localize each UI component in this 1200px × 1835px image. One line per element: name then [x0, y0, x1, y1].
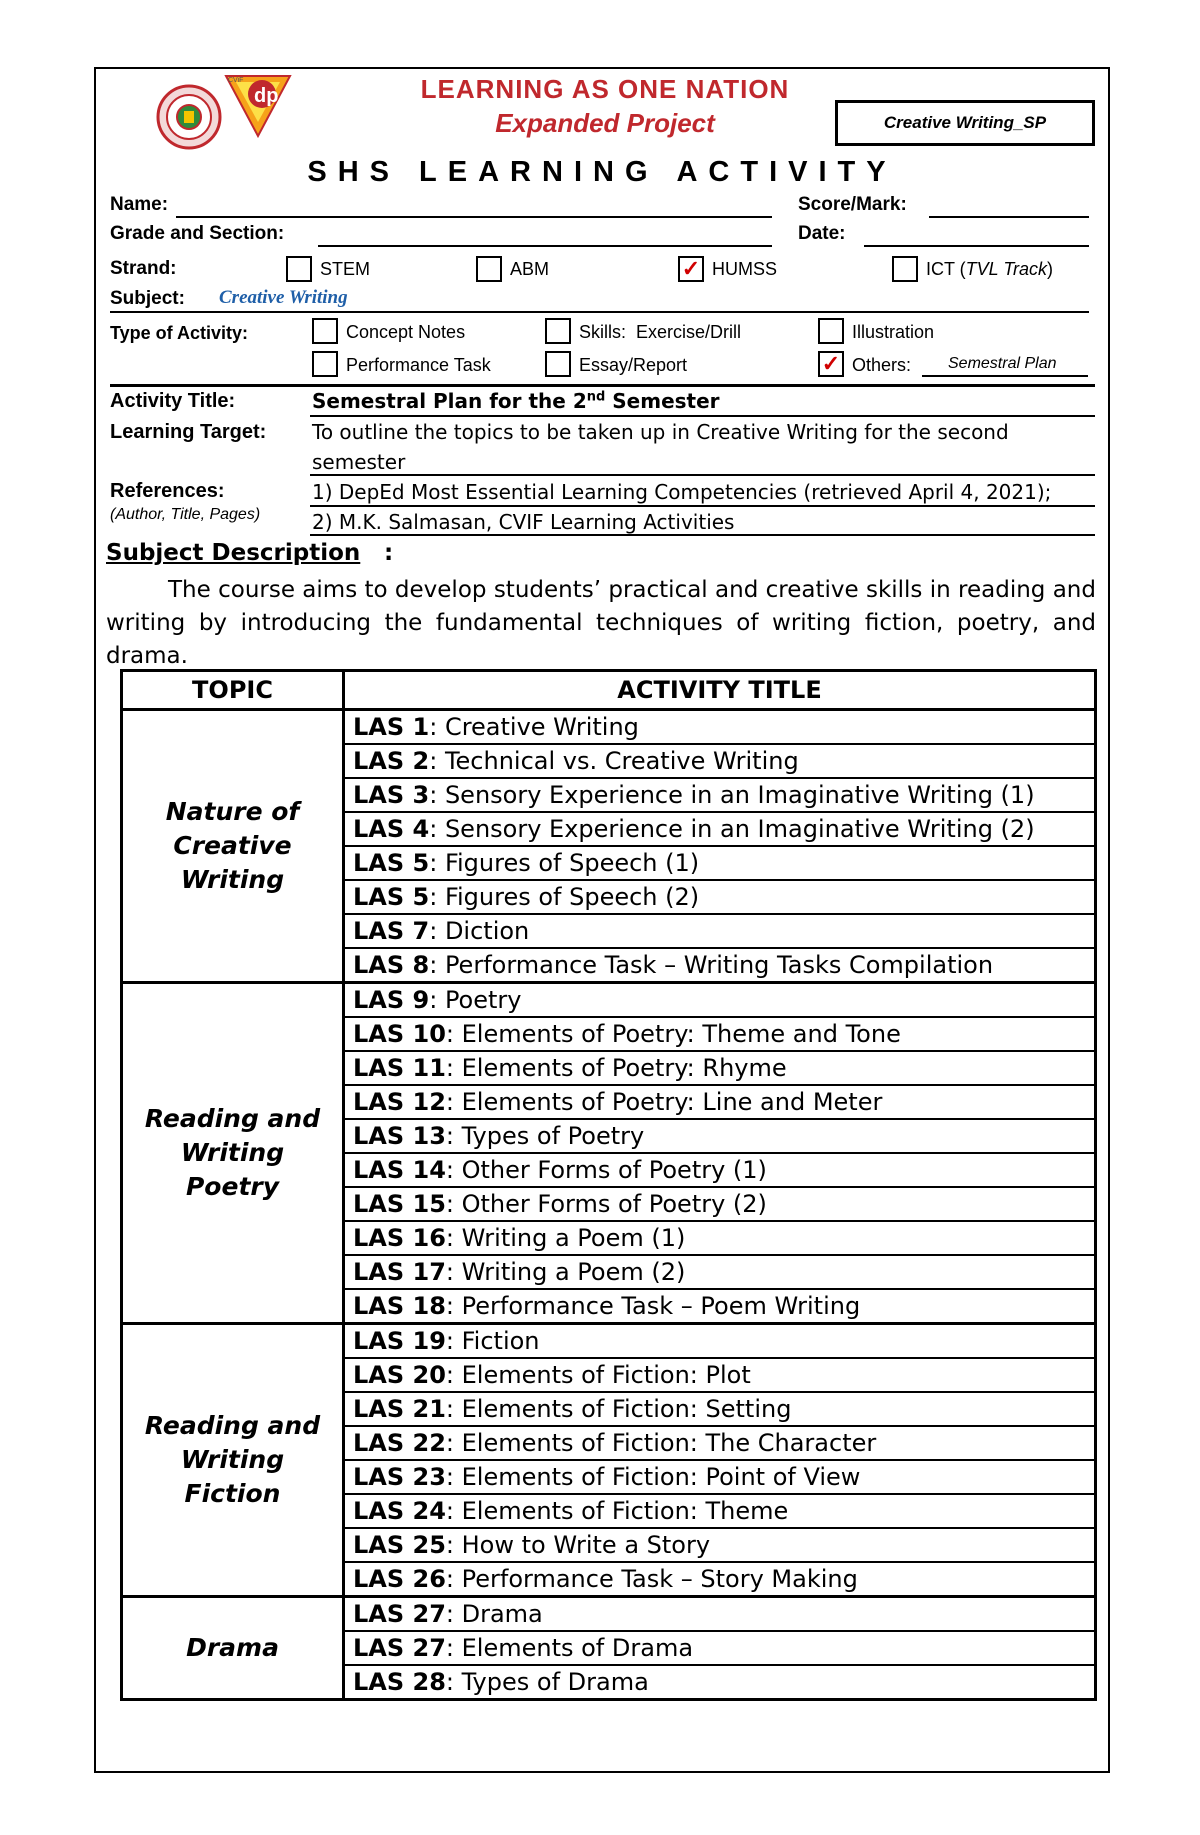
activity-title: Elements of Drama: [461, 1634, 694, 1662]
concept-notes-checkbox[interactable]: [312, 318, 338, 344]
strand-humss-label: HUMSS: [712, 259, 778, 279]
activity-title: Performance Task – Story Making: [461, 1565, 858, 1593]
las-code: LAS 13: [353, 1122, 446, 1150]
learning-target-line1: To outline the topics to be taken up in Creative Writing for the second: [312, 420, 1009, 444]
check-icon: ✓: [821, 351, 841, 376]
activity-cell: LAS 27: Drama: [344, 1597, 1096, 1632]
activity-title-value: Semestral Plan for the 2nd Semester: [312, 389, 720, 413]
activity-type-label: Type of Activity:: [110, 323, 249, 343]
las-code: LAS 15: [353, 1190, 446, 1218]
activity-title: Types of Poetry: [461, 1122, 645, 1150]
activity-cell: LAS 14: Other Forms of Poetry (1): [344, 1153, 1096, 1187]
reference-2-rule: [310, 534, 1095, 536]
activity-title: Poetry: [444, 986, 522, 1014]
activity-cell: LAS 25: How to Write a Story: [344, 1528, 1096, 1562]
learning-target-label: Learning Target:: [110, 421, 267, 443]
grade-field[interactable]: [318, 245, 772, 247]
las-code: LAS 26: [353, 1565, 446, 1593]
grade-label: Grade and Section:: [110, 223, 285, 244]
topic-cell: Reading and Writing Poetry: [122, 983, 344, 1324]
semestral-plan-table: [120, 669, 1097, 1701]
activity-title: Fiction: [461, 1327, 540, 1355]
activity-title: Writing a Poem (1): [461, 1224, 686, 1252]
activity-column-header: ACTIVITY TITLE: [344, 671, 1096, 710]
others-value: Semestral Plan: [948, 355, 1057, 372]
svg-text:dp: dp: [254, 85, 279, 107]
activity-title: Performance Task – Poem Writing: [461, 1292, 861, 1320]
project-subtitle: Expanded Project: [495, 108, 715, 138]
others-field[interactable]: [922, 375, 1088, 377]
activity-cell: LAS 22: Elements of Fiction: The Character: [344, 1426, 1096, 1460]
las-code: LAS 9: [353, 986, 430, 1014]
activity-cell: LAS 19: Fiction: [344, 1324, 1096, 1359]
document-code-text: Creative Writing_SP: [883, 113, 1047, 132]
activity-cell: LAS 10: Elements of Poetry: Theme and Tone: [344, 1017, 1096, 1051]
subject-value: Creative Writing: [219, 287, 348, 308]
activity-cell: LAS 15: Other Forms of Poetry (2): [344, 1187, 1096, 1221]
activity-cell: LAS 18: Performance Task – Poem Writing: [344, 1289, 1096, 1324]
subject-label: Subject:: [110, 288, 185, 309]
activity-cell: LAS 16: Writing a Poem (1): [344, 1221, 1096, 1255]
strand-ict-checkbox[interactable]: [892, 256, 918, 282]
topic-cell: Reading and Writing Fiction: [122, 1324, 344, 1597]
las-code: LAS 8: [353, 951, 430, 979]
table-row: [122, 1324, 1096, 1359]
activity-cell: LAS 5: Figures of Speech (1): [344, 846, 1096, 880]
activity-cell: LAS 7: Diction: [344, 914, 1096, 948]
activity-cell: LAS 8: Performance Task – Writing Tasks Compilation: [344, 948, 1096, 983]
topic-cell: Nature of Creative Writing: [122, 710, 344, 983]
activity-title: Figures of Speech (2): [444, 883, 700, 911]
las-code: LAS 10: [353, 1020, 446, 1048]
activity-title: Diction: [444, 917, 530, 945]
las-code: LAS 3: [353, 781, 430, 809]
performance-task-checkbox[interactable]: [312, 351, 338, 377]
activity-title: Drama: [461, 1600, 543, 1628]
name-label: Name:: [110, 194, 169, 215]
subject-description-heading: Subject Description: [106, 540, 361, 566]
las-code: LAS 5: [353, 849, 430, 877]
school-seal-logo: [156, 84, 222, 150]
las-code: LAS 21: [353, 1395, 446, 1423]
activity-title: Sensory Experience in an Imaginative Writing (2): [444, 815, 1035, 843]
activity-title-rule: [310, 415, 1095, 417]
activity-banner: SHS LEARNING ACTIVITY: [307, 156, 897, 188]
las-code: LAS 14: [353, 1156, 446, 1184]
las-code: LAS 12: [353, 1088, 446, 1116]
topic-column-header: TOPIC: [122, 671, 344, 710]
document-code: [835, 100, 1095, 146]
activity-title: Other Forms of Poetry (2): [461, 1190, 767, 1218]
activity-title: Elements of Fiction: Setting: [461, 1395, 792, 1423]
activity-cell: LAS 3: Sensory Experience in an Imaginative Writing (1): [344, 778, 1096, 812]
table-row: [122, 710, 1096, 745]
activity-cell: LAS 23: Elements of Fiction: Point of View: [344, 1460, 1096, 1494]
activity-cell: LAS 24: Elements of Fiction: Theme: [344, 1494, 1096, 1528]
activity-title: How to Write a Story: [461, 1531, 711, 1559]
activity-title: Types of Drama: [461, 1668, 649, 1696]
activity-title: Elements of Poetry: Line and Meter: [461, 1088, 883, 1116]
topic-cell: Drama: [122, 1597, 344, 1700]
las-code: LAS 27: [353, 1600, 446, 1628]
activity-title: Creative Writing: [444, 713, 639, 741]
others-checkbox[interactable]: [818, 351, 844, 377]
table-row: [122, 1597, 1096, 1632]
activity-cell: LAS 13: Types of Poetry: [344, 1119, 1096, 1153]
reference-1-rule: [310, 505, 1095, 507]
references-label: References:: [110, 480, 225, 502]
activity-cell: LAS 26: Performance Task – Story Making: [344, 1562, 1096, 1597]
skills-label: Skills: Exercise/Drill: [579, 322, 742, 342]
subject-rule: [110, 311, 1089, 313]
name-field[interactable]: [176, 216, 772, 218]
section-divider: [110, 384, 1095, 387]
activity-title: Technical vs. Creative Writing: [444, 747, 799, 775]
activity-cell: LAS 12: Elements of Poetry: Line and Meter: [344, 1085, 1096, 1119]
date-label: Date:: [798, 223, 846, 244]
essay-report-checkbox[interactable]: [545, 351, 571, 377]
date-field[interactable]: [864, 245, 1089, 247]
activity-cell: LAS 2: Technical vs. Creative Writing: [344, 744, 1096, 778]
project-title: LEARNING AS ONE NATION: [420, 74, 790, 104]
las-code: LAS 5: [353, 883, 430, 911]
activity-cell: LAS 21: Elements of Fiction: Setting: [344, 1392, 1096, 1426]
activity-title: Writing a Poem (2): [461, 1258, 686, 1286]
concept-notes-label: Concept Notes: [346, 322, 466, 342]
las-code: LAS 24: [353, 1497, 446, 1525]
table-header-row: [122, 671, 1096, 710]
activity-title: Other Forms of Poetry (1): [461, 1156, 767, 1184]
activity-cell: LAS 11: Elements of Poetry: Rhyme: [344, 1051, 1096, 1085]
las-code: LAS 28: [353, 1668, 446, 1696]
las-code: LAS 16: [353, 1224, 446, 1252]
learning-target-rule: [310, 474, 1095, 476]
table-row: [122, 983, 1096, 1018]
strand-stem-checkbox[interactable]: [286, 256, 312, 282]
illustration-label: Illustration: [852, 322, 935, 342]
activity-cell: LAS 28: Types of Drama: [344, 1665, 1096, 1700]
strand-label: Strand:: [110, 258, 177, 279]
activity-cell: LAS 9: Poetry: [344, 983, 1096, 1018]
learning-target-line2: semester: [312, 450, 406, 474]
essay-report-label: Essay/Report: [579, 355, 688, 375]
activity-cell: LAS 4: Sensory Experience in an Imaginative Writing (2): [344, 812, 1096, 846]
activity-title: Figures of Speech (1): [444, 849, 700, 877]
activity-title: Elements of Poetry: Rhyme: [461, 1054, 787, 1082]
skills-checkbox[interactable]: [545, 318, 571, 344]
las-code: LAS 23: [353, 1463, 446, 1491]
score-label: Score/Mark:: [798, 194, 907, 215]
check-icon: ✓: [681, 256, 701, 281]
las-code: LAS 4: [353, 815, 430, 843]
strand-humss-checkbox[interactable]: [678, 256, 704, 282]
las-code: LAS 18: [353, 1292, 446, 1320]
las-code: LAS 25: [353, 1531, 446, 1559]
activity-title: Elements of Fiction: Theme: [461, 1497, 789, 1525]
las-code: LAS 2: [353, 747, 430, 775]
references-sublabel: (Author, Title, Pages): [110, 506, 261, 523]
activity-cell: LAS 1: Creative Writing: [344, 710, 1096, 745]
subject-description-colon: :: [384, 540, 394, 566]
strand-stem-label: STEM: [320, 259, 371, 279]
las-code: LAS 7: [353, 917, 430, 945]
strand-ict-label: ICT (TVL Track): [926, 259, 1054, 279]
activity-title: Performance Task – Writing Tasks Compilation: [444, 951, 994, 979]
illustration-checkbox[interactable]: [818, 318, 844, 344]
score-field[interactable]: [929, 216, 1089, 218]
activity-cell: LAS 5: Figures of Speech (2): [344, 880, 1096, 914]
subject-description-text: The course aims to develop students’ practical and creative skills in reading and writing by introducing the fundamental techniques of writing fiction, poetry, and drama.: [106, 577, 1096, 669]
activity-cell: LAS 17: Writing a Poem (2): [344, 1255, 1096, 1289]
strand-abm-checkbox[interactable]: [476, 256, 502, 282]
las-code: LAS 1: [353, 713, 430, 741]
las-code: LAS 17: [353, 1258, 446, 1286]
strand-abm-label: ABM: [510, 259, 550, 279]
reference-1: 1) DepEd Most Essential Learning Competencies (retrieved April 4, 2021);: [312, 480, 1052, 504]
activity-title-label: Activity Title:: [110, 390, 236, 412]
reference-2: 2) M.K. Salmasan, CVIF Learning Activities: [312, 510, 735, 534]
activity-title: Sensory Experience in an Imaginative Writing (1): [444, 781, 1035, 809]
activity-cell: LAS 27: Elements of Drama: [344, 1631, 1096, 1665]
division-logo: [222, 70, 294, 140]
activity-title: Elements of Poetry: Theme and Tone: [461, 1020, 901, 1048]
las-code: LAS 22: [353, 1429, 446, 1457]
activity-title: Elements of Fiction: The Character: [461, 1429, 877, 1457]
las-code: LAS 11: [353, 1054, 446, 1082]
svg-text:CViF: CViF: [228, 77, 244, 84]
activity-cell: LAS 20: Elements of Fiction: Plot: [344, 1358, 1096, 1392]
las-code: LAS 19: [353, 1327, 446, 1355]
performance-task-label: Performance Task: [346, 355, 491, 375]
activity-title: Elements of Fiction: Point of View: [461, 1463, 861, 1491]
activity-title: Elements of Fiction: Plot: [461, 1361, 751, 1389]
las-code: LAS 20: [353, 1361, 446, 1389]
others-label: Others:: [852, 355, 912, 375]
las-code: LAS 27: [353, 1634, 446, 1662]
